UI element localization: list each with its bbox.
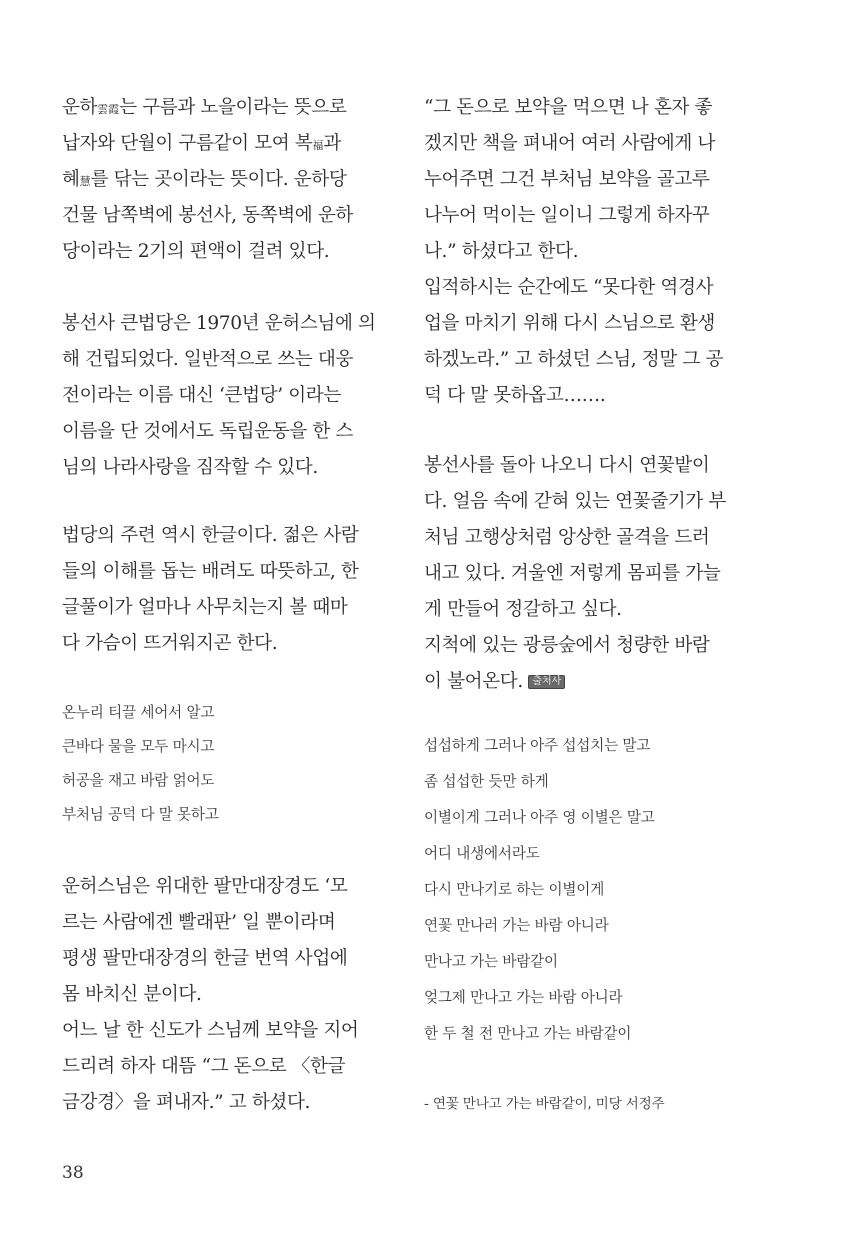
text-line: 게 만들어 정갈하고 싶다. — [424, 599, 622, 620]
text-line: 드리려 하자 대뜸 “그 돈으로 〈한글 — [62, 1056, 346, 1077]
text-line: 전이라는 이름 대신 ‘큰법당’ 이라는 — [62, 385, 341, 406]
poem-line: 어디 내생에서라도 — [424, 845, 540, 862]
text-line: 입적하시는 순간에도 “못다한 역경사 — [424, 277, 714, 298]
text-line: 봉선사 큰법당은 1970년 운허스님에 의 — [62, 313, 376, 334]
text-line: 운하雲霞는 구름과 노을이라는 뜻으로 — [62, 97, 347, 118]
text-line: 님의 나라사랑을 짐작할 수 있다. — [62, 457, 318, 478]
poem-line: 다시 만나기로 하는 이별이게 — [424, 881, 605, 898]
text-line: “그 돈으로 보약을 먹으면 나 혼자 좋 — [424, 97, 713, 118]
text-line: 덕 다 말 못하옵고……. — [424, 385, 606, 406]
text-line: 업을 마치기 위해 다시 스님으로 환생 — [424, 313, 715, 334]
text-line: 해 건립되었다. 일반적으로 쓰는 대웅 — [62, 349, 353, 370]
text-line: 어느 날 한 신도가 스님께 보약을 지어 — [62, 1020, 359, 1041]
text-line: 겠지만 책을 펴내어 여러 사람에게 나 — [424, 133, 715, 154]
text-line: 다 가슴이 뜨거워지곤 한다. — [62, 633, 278, 654]
poem-credit: - 연꽃 만나고 가는 바람같이, 미당 서정주 — [424, 1096, 665, 1112]
poem-line: 섭섭하게 그러나 아주 섭섭치는 말고 — [424, 737, 651, 754]
text-line: 나.” 하셨다고 한다. — [424, 241, 579, 262]
text-line: 지척에 있는 광릉숲에서 청량한 바람 — [424, 635, 710, 656]
text-line: 이 불어온다. 출처사 — [424, 673, 565, 692]
poem-line: 허공을 재고 바람 얽어도 — [62, 772, 215, 789]
text-line: 운허스님은 위대한 팔만대장경도 ‘모 — [62, 876, 348, 897]
hanja-annotation: 雲霞 — [97, 103, 120, 116]
poem-line: 큰바다 물을 모두 마시고 — [62, 738, 215, 755]
text-line: 이름을 단 것에서도 독립운동을 한 스 — [62, 421, 353, 442]
text-line: 법당의 주련 역시 한글이다. 젊은 사람 — [62, 525, 359, 546]
text-line: 하겠노라.” 고 하셨던 스님, 정말 그 공 — [424, 349, 724, 370]
text-line: 봉선사를 돌아 나오니 다시 연꽃밭이 — [424, 455, 710, 476]
poem-line: 온누리 티끌 세어서 알고 — [62, 704, 215, 721]
text-line: 건물 남쪽벽에 봉선사, 동쪽벽에 운하 — [62, 205, 353, 226]
text-line: 내고 있다. 겨울엔 저렇게 몸피를 가늘 — [424, 563, 721, 584]
poem-line: 만나고 가는 바람같이 — [424, 953, 558, 970]
poem-line: 연꽃 만나러 가는 바람 아니라 — [424, 917, 609, 934]
text-line: 혜慧를 닦는 곳이라는 뜻이다. 운하당 — [62, 169, 347, 190]
text-line: 납자와 단월이 구름같이 모여 복福과 — [62, 133, 341, 154]
poem-line: 한 두 철 전 만나고 가는 바람같이 — [424, 1025, 632, 1042]
poem-line: 이별이게 그러나 아주 영 이별은 말고 — [424, 809, 655, 826]
source-badge: 출처사 — [528, 675, 565, 689]
text-line: 금강경〉을 펴내자.” 고 하셨다. — [62, 1092, 311, 1113]
text-line: 평생 팔만대장경의 한글 번역 사업에 — [62, 948, 348, 969]
text-line: 몸 바치신 분이다. — [62, 984, 202, 1005]
text-line: 글풀이가 얼마나 사무치는지 볼 때마 — [62, 597, 348, 618]
text-line: 처님 고행상처럼 앙상한 골격을 드러 — [424, 527, 710, 548]
text-line: 당이라는 2기의 편액이 걸려 있다. — [62, 241, 330, 262]
poem-line: 부처님 공덕 다 말 못하고 — [62, 806, 219, 823]
text-line: 나누어 먹이는 일이니 그렇게 하자꾸 — [424, 205, 710, 226]
poem-line: 엊그제 만나고 가는 바람 아니라 — [424, 989, 623, 1006]
page-number: 38 — [62, 1163, 84, 1183]
hanja-annotation: 慧 — [79, 175, 91, 188]
text-line: 르는 사람에겐 빨래판’ 일 뿐이라며 — [62, 912, 336, 933]
poem-line: 좀 섭섭한 듯만 하게 — [424, 773, 549, 790]
hanja-annotation: 福 — [312, 139, 324, 152]
text-line: 다. 얼음 속에 갇혀 있는 연꽃줄기가 부 — [424, 491, 726, 512]
text-line: 들의 이해를 돕는 배려도 따뜻하고, 한 — [62, 561, 359, 582]
text-line: 누어주면 그건 부처님 보약을 골고루 — [424, 169, 710, 190]
